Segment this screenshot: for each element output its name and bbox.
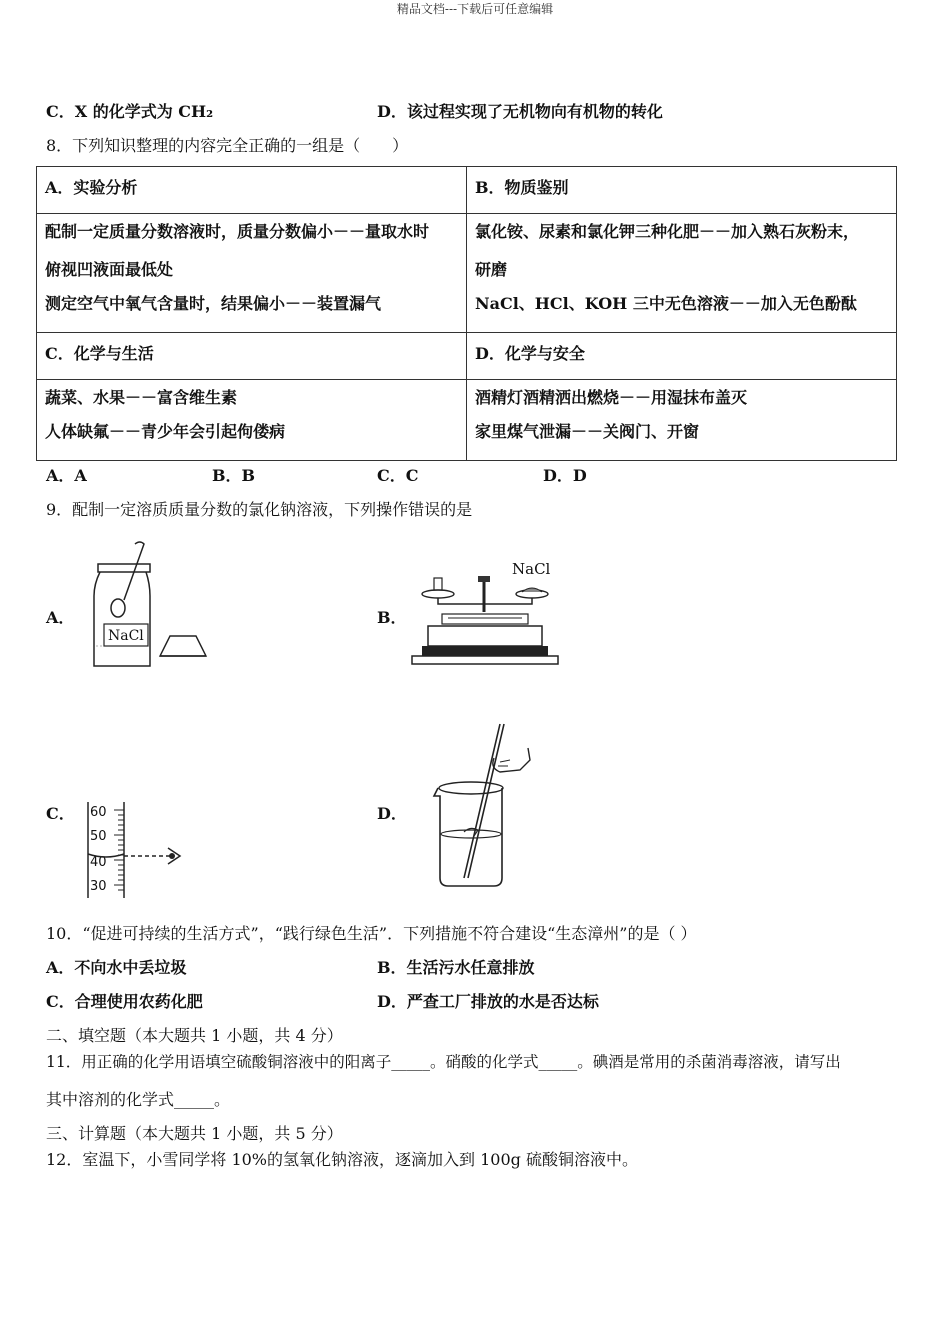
jar-label-text: NaCl [108,628,144,644]
q8-option-b: B．B [212,466,256,485]
beaker-stirring-illustration [430,722,540,892]
reagent-jar-illustration [80,538,220,670]
cell-b-line3: NaCl、HCl、KOH 三中无色溶液－－加入无色酚酞 [475,294,857,313]
q10-option-c: C．合理使用农药化肥 [46,992,203,1011]
q10-option-a: A．不向水中丢垃圾 [46,958,187,977]
q9-label-d: D． [377,804,407,823]
q8-option-c: C．C [377,466,419,485]
cell-c-head: C．化学与生活 [37,333,467,380]
cell-b-line1: 氯化铵、尿素和氯化钾三种化肥－－加入熟石灰粉末， [475,222,860,241]
graduated-cylinder-illustration [84,798,194,902]
q9-stem: 9．配制一定溶质质量分数的氯化钠溶液，下列操作错误的是 [46,500,473,519]
q9-label-b: B． [377,608,407,627]
q10-option-b: B．生活污水任意排放 [377,958,535,977]
section-3-heading: 三、计算题（本大题共 1 小题，共 5 分） [46,1124,343,1143]
cell-d-body [467,380,897,461]
cell-a-head: A．实验分析 [37,167,467,214]
q8-option-d: D．D [543,466,587,485]
cell-c-body [37,380,467,461]
q8-option-a: A．A [46,466,87,485]
tick-30: 30 [90,879,107,894]
balance-illustration [408,556,558,668]
page-header: 精品文档---下载后可任意编辑 [396,2,554,16]
cell-a-body [37,214,467,333]
q11-line2: 其中溶剂的化学式_____。 [46,1090,231,1109]
cell-d-line1: 酒精灯酒精洒出燃烧－－用湿抹布盖灭 [475,388,748,407]
cell-b-body [467,214,897,333]
q10-stem: 10．“促进可持续的生活方式”，“践行绿色生活”．下列措施不符合建设“生态漳州”的是（ ） [46,924,697,943]
cell-b-head: B．物质鉴别 [467,167,897,214]
tick-40: 40 [90,855,107,870]
balance-nacl-label: NaCl [512,560,551,578]
q12-line1: 12．室温下，小雪同学将 10%的氢氧化钠溶液，逐滴加入到 100g 硫酸铜溶液中。 [46,1150,638,1169]
q7-option-d: D．该过程实现了无机物向有机物的转化 [377,102,663,121]
cell-d-head: D．化学与安全 [467,333,897,380]
q10-option-d: D．严查工厂排放的水是否达标 [377,992,599,1011]
cell-c-line1: 蔬菜、水果－－富含维生素 [45,388,238,407]
cell-a-line1: 配制一定质量分数溶液时，质量分数偏小－－量取水时 [45,222,430,241]
q7-option-c: C．X 的化学式为 CH₂ [46,102,214,121]
q9-label-a: A． [46,608,75,627]
q8-stem: 8．下列知识整理的内容完全正确的一组是（ ） [46,136,409,155]
knowledge-table [36,166,897,461]
q11-line1: 11．用正确的化学用语填空硫酸铜溶液中的阳离子_____。硝酸的化学式_____。碘酒是常用的杀菌消毒溶液，请写出 [46,1053,841,1071]
section-2-heading: 二、填空题（本大题共 1 小题，共 4 分） [46,1026,343,1045]
tick-50: 50 [90,829,107,844]
cell-a-line3: 测定空气中氧气含量时，结果偏小－－装置漏气 [45,294,382,313]
cell-c-line2: 人体缺氟－－青少年会引起佝偻病 [45,422,286,441]
q9-label-c: C． [46,804,75,823]
cell-a-line2: 俯视凹液面最低处 [45,260,174,279]
cell-b-line2: 研磨 [475,260,508,279]
tick-60: 60 [90,805,107,820]
cell-d-line2: 家里煤气泄漏－－关阀门、开窗 [475,422,700,441]
